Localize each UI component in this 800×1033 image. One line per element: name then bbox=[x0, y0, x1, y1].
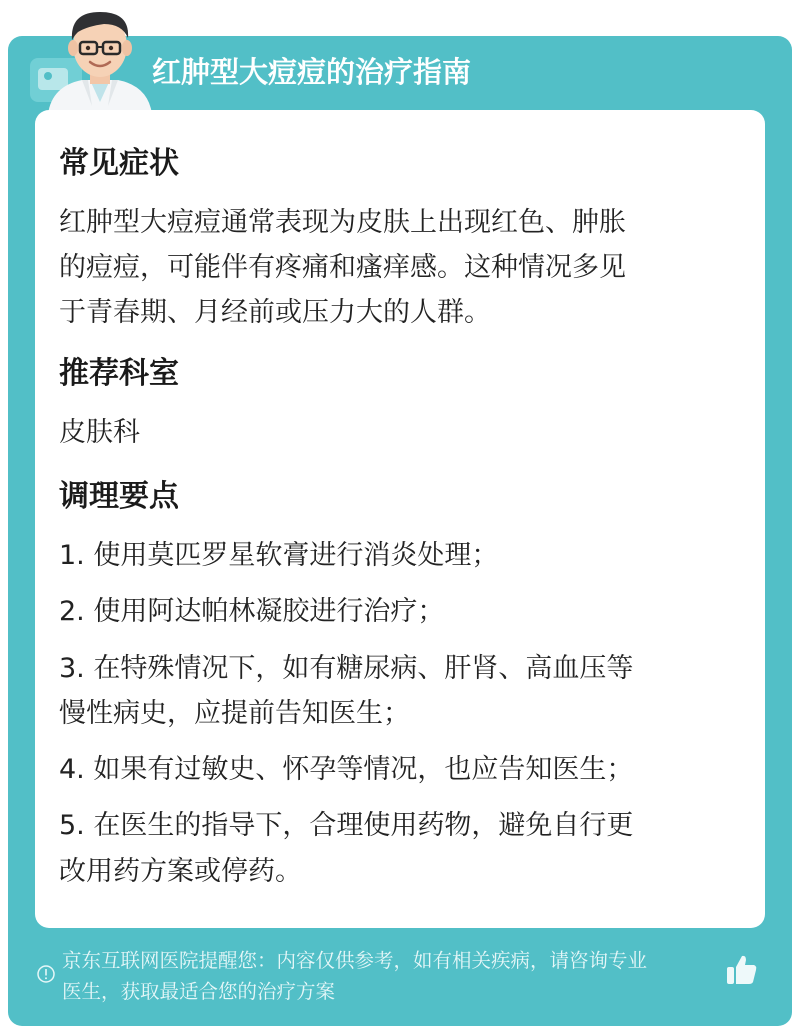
department-value: 皮肤科 bbox=[59, 417, 140, 448]
care-item-3-line-1: 3. 在特殊情况下，如有糖尿病、肝肾、高血压等 bbox=[59, 653, 634, 684]
footer-disclaimer bbox=[62, 945, 732, 1007]
symptoms-line-3: 于青春期、月经前或压力大的人群。 bbox=[59, 297, 491, 328]
page-title: 红肿型大痘痘的治疗指南 bbox=[152, 55, 472, 89]
department-heading: 推荐科室 bbox=[59, 356, 179, 391]
doctor-avatar bbox=[30, 6, 170, 114]
care-heading: 调理要点 bbox=[59, 479, 179, 514]
symptoms-line-1: 红肿型大痘痘通常表现为皮肤上出现红色、肿胀 bbox=[59, 207, 626, 238]
care-item-1: 1. 使用莫匹罗星软膏进行消炎处理； bbox=[59, 540, 499, 571]
footer-line-2: 医生，获取最适合您的治疗方案 bbox=[62, 980, 336, 1003]
footer-line-1: 京东互联网医院提醒您：内容仅供参考，如有相关疾病，请咨询专业 bbox=[62, 949, 648, 972]
symptoms-line-2: 的痘痘，可能伴有疼痛和瘙痒感。这种情况多见 bbox=[59, 252, 626, 283]
care-item-3-line-2: 慢性病史，应提前告知医生； bbox=[59, 698, 410, 729]
care-item-5-line-1: 5. 在医生的指导下，合理使用药物，避免自行更 bbox=[59, 810, 634, 841]
thumbs-up-icon[interactable] bbox=[724, 952, 760, 988]
content-card bbox=[35, 110, 765, 928]
care-item-5-line-2: 改用药方案或停药。 bbox=[59, 856, 302, 887]
care-item-2: 2. 使用阿达帕林凝胶进行治疗； bbox=[59, 596, 445, 627]
info-icon bbox=[36, 964, 56, 984]
symptoms-heading: 常见症状 bbox=[59, 146, 179, 181]
care-item-4: 4. 如果有过敏史、怀孕等情况，也应告知医生； bbox=[59, 754, 634, 785]
